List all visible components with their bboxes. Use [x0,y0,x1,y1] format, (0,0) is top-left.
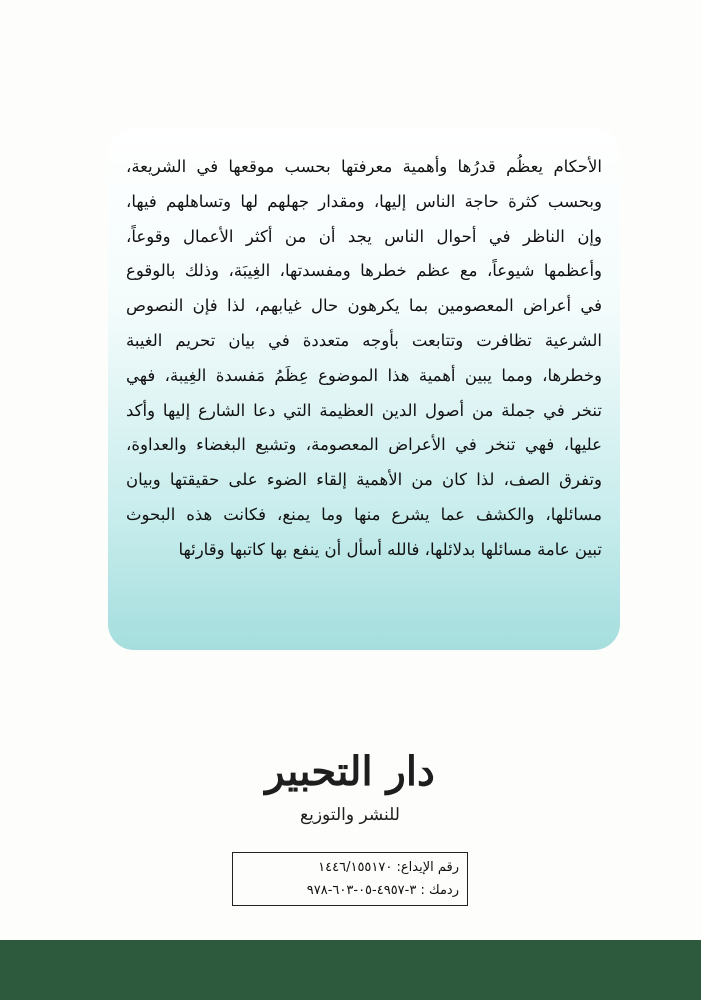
isbn-number: ردمك : ٣-٤٩٥٧-٠٥-٦٠٣-٩٧٨ [306,883,459,898]
publisher-name: دار التحبير [265,748,435,795]
body-text-line: وأعظمها شيوعاً، مع عظم خطرها ومفسدتها، الغِيبَة، وذلك بالوقوع [126,261,602,281]
body-text-line: وتفرق الصف، لذا كان من الأهمية إلقاء الضوء على حقيقتها وبيان [126,470,602,490]
body-text-line: الأحكام يعظُم قدرُها وأهمية معرفتها بحسب موقعها في الشريعة، [126,157,602,176]
body-text-line: وخطرها، ومما يبين أهمية هذا الموضوع عِظَمُ مَفسدة الغِيبة، فهي [126,365,602,385]
deposit-number: رقم الإيداع: ١٤٤٦/١٥٥١٧٠ [318,860,459,875]
body-text-line: مسائلها، والكشف عما يشرع منها وما يمنع، فكانت هذه البحوث [126,504,602,524]
body-text-line: تنخر في جملة من أصول الدين العظيمة التي دعا الشارع إليها وأكد [126,400,602,420]
publisher-tagline: للنشر والتوزيع [300,805,400,825]
publisher-logo [262,742,438,846]
bottom-color-band [0,940,701,1000]
description-panel [108,128,620,650]
body-text-line: وإن الناظر في أحوال الناس يجد أن من أكثر الأعمال وقوعاً، [126,226,602,246]
body-text-line: وبحسب كثرة حاجة الناس إليها، ومقدار جهلهم لها وتساهلهم فيها، [126,191,602,211]
publication-info-box [232,852,468,906]
body-text-line: الشرعية تظافرت وتتابعت بأوجه متعددة في بيان تحريم الغيبة [126,330,602,350]
body-text-line: عليها، فهي تنخر في الأعراض المعصومة، وتشيع البغضاء والعداوة، [126,435,602,455]
body-text-line: تبين عامة مسائلها بدلائلها، فالله أسأل أن ينفع بها كاتبها وقارئها [178,539,602,559]
body-text-line: في أعراض المعصومين بما يكرهون حال غيابهم، لذا فإن النصوص [126,296,602,316]
